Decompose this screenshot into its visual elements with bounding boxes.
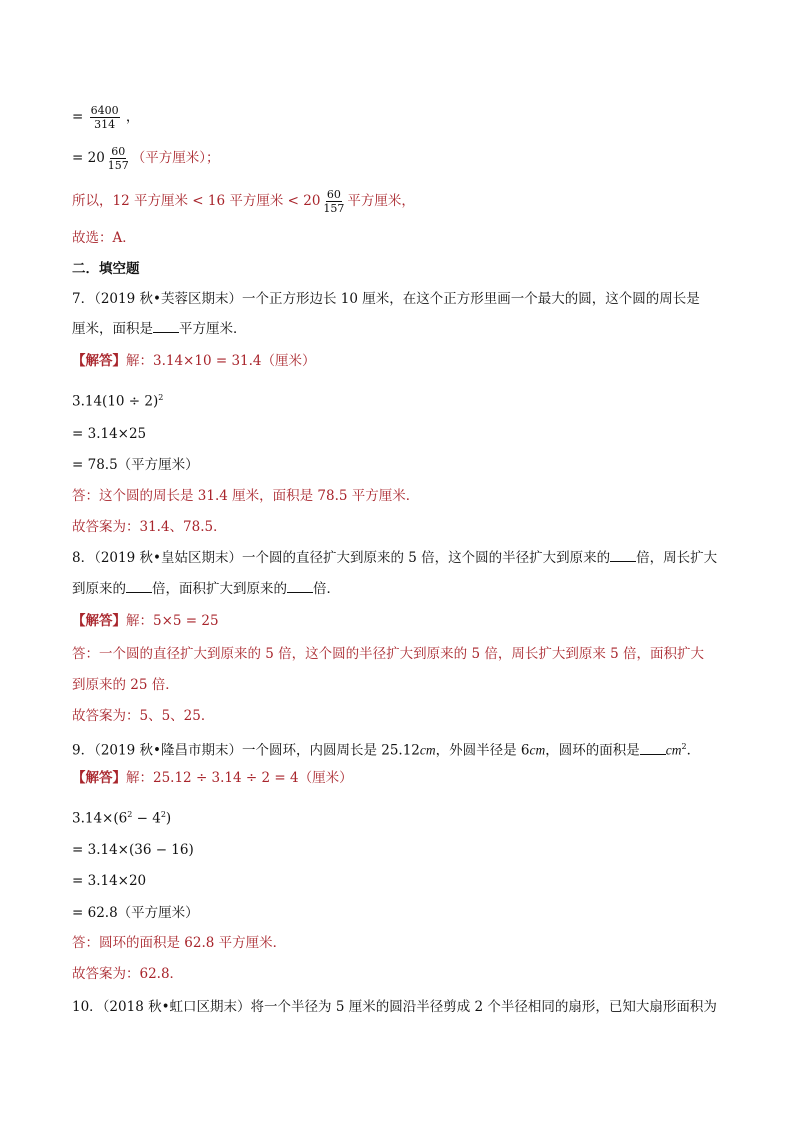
solution-text: 解：3.14×10 = 31.4（厘米） (126, 353, 316, 369)
expression: 3.14(10 ÷ 2) (72, 393, 159, 410)
q9-stem-text: ． (686, 742, 701, 759)
q8-stem-text: 8．（2019 秋•皇姑区期末）一个圆的直径扩大到原来的 5 倍，这个圆的半径扩大到原来的 (72, 550, 611, 566)
q9-solution-line-1 (72, 769, 724, 787)
q7-stem-text: 厘米，面积是 (72, 321, 153, 337)
fraction-denominator: 157 (107, 159, 129, 172)
q7-stem-line-1: 7．（2019 秋•芙蓉区期末）一个正方形边长 10 厘米，在这个正方形里画一个最大的圆，这个圆的周长是 (72, 291, 700, 307)
expression: ) (165, 810, 172, 827)
q9-final-answer: 故答案为：62.8． (72, 966, 184, 982)
fraction-numerator: 6400 (90, 104, 119, 117)
q7-answer: 答：这个圆的周长是 31.4 厘米，面积是 78.5 平方厘米． (72, 488, 420, 504)
solution-text: 解：5×5 = 25 (126, 613, 219, 629)
exponent: 2 (160, 810, 166, 819)
q8-final-answer: 故答案为：5、5、25． (72, 708, 215, 724)
q8-stem-text: 倍，周长扩大 (636, 550, 718, 566)
q9-solution-line-2 (72, 806, 724, 828)
conclusion-prefix: 所以， (72, 193, 113, 209)
q8-stem-line-1 (72, 549, 724, 567)
q8-stem-text: 倍． (313, 581, 340, 597)
q8-stem-text: 倍，面积扩大到原来的 (152, 581, 287, 597)
fraction-60-157 (107, 145, 130, 172)
q8-stem-text: 到原来的 (72, 581, 126, 597)
q7-solution-line-4: = 78.5（平方厘米） (72, 457, 199, 473)
q9-stem-text: ，圆环的面积是 (545, 742, 640, 759)
q8-stem-line-2 (72, 580, 724, 598)
q6-choice: 故选：A． (72, 230, 136, 246)
q8-answer-line-1: 答：一个圆的直径扩大到原来的 5 倍，这个圆的半径扩大到原来的 5 倍，周长扩大到原来 5 倍，面积扩大 (72, 646, 705, 662)
q9-stem-text: ，外圆半径是 6 (435, 742, 530, 759)
unit-cm: cm (419, 742, 436, 758)
q9-solution-line-5 (72, 904, 724, 922)
exponent: 2 (158, 393, 164, 402)
q7-final-answer: 故答案为：31.4、78.5． (72, 519, 227, 535)
q7-solution-line-3: = 3.14×25 (72, 426, 147, 442)
fraction-denominator: 314 (94, 118, 116, 131)
q6-fraction-line-2 (72, 145, 724, 172)
solution-text: 解：25.12 ÷ 3.14 ÷ 2 = 4（厘米） (126, 770, 353, 786)
exponent: 2 (127, 810, 133, 819)
equals-sign: = (72, 109, 84, 125)
unit-cm: cm (529, 742, 546, 758)
q9-answer: 答：圆环的面积是 62.8 平方厘米． (72, 935, 287, 951)
expression: − 4 (132, 810, 161, 827)
q9-solution-line-3: = 3.14×(36 − 16) (72, 842, 194, 858)
fraction-numerator: 60 (111, 145, 126, 158)
q7-stem-text: 平方厘米． (179, 321, 247, 337)
expression: 3.14×(6 (72, 810, 128, 827)
q8-solution-line-1 (72, 612, 724, 630)
fraction-numerator: 60 (326, 188, 341, 201)
unit-text: （平方厘米）； (131, 150, 220, 166)
section-title: 二．填空题 (72, 261, 140, 277)
answer-blank (153, 320, 179, 333)
solution-tag: 【解答】 (72, 613, 126, 629)
mixed-number-whole: = 20 (72, 150, 105, 166)
solution-tag: 【解答】 (72, 770, 126, 786)
q9-stem-text: 9．（2019 秋•隆昌市期末）一个圆环，内圆周长是 25.12 (72, 742, 420, 759)
q7-stem-line-2 (72, 320, 724, 338)
answer-blank (610, 549, 636, 562)
fraction-denominator: 157 (323, 202, 345, 215)
exponent: 2 (681, 742, 687, 751)
q6-conclusion-line (72, 188, 724, 215)
q10-stem-line-1: 10．（2018 秋•虹口区期末）将一个半径为 5 厘米的圆沿半径剪成 2 个半径相同的扇形，已知大扇形面积为 (72, 999, 717, 1015)
fraction-60-157 (322, 188, 345, 215)
q7-solution-line-2 (72, 389, 724, 411)
q6-fraction-line-1 (72, 104, 724, 131)
conclusion-suffix: 平方厘米， (347, 193, 415, 209)
unit-cm: cm (665, 742, 682, 758)
solution-tag: 【解答】 (72, 353, 126, 369)
punctuation: ， (125, 109, 140, 125)
conclusion-comparison: 12 平方厘米 < 16 平方厘米 < 20 (112, 193, 321, 209)
answer-blank (287, 580, 313, 593)
answer-blank (126, 580, 152, 593)
fraction-6400-314 (90, 104, 120, 131)
q9-stem-line (72, 738, 724, 760)
q7-solution-line-1 (72, 352, 724, 370)
q9-solution-line-4: = 3.14×20 (72, 873, 147, 889)
q8-answer-line-2: 到原来的 25 倍． (72, 677, 179, 693)
solution-text: = 62.8（平方厘米） (72, 905, 199, 921)
answer-blank (640, 742, 666, 755)
